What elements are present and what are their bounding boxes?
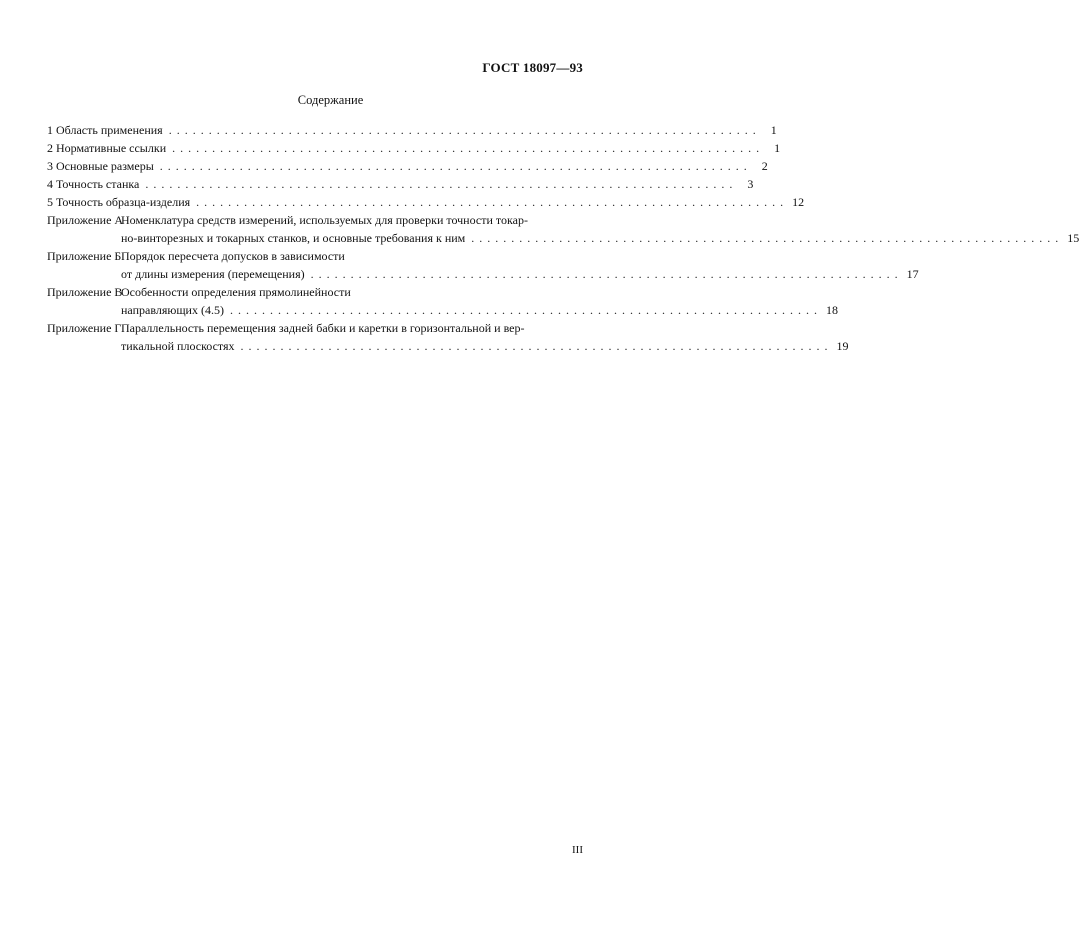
toc-entry-label: 5 Точность образца-изделия (47, 195, 191, 209)
table-of-contents (47, 121, 1079, 355)
appendix-title-line: от длины измерения (перемещения) (121, 267, 305, 281)
dot-leader (160, 157, 748, 175)
appendix-title-line: Параллельность перемещения задней бабки и каретки в горизонтальной и вер- (121, 321, 525, 335)
toc-appendix-v[interactable] (47, 283, 838, 319)
toc-entry-references[interactable] (47, 139, 781, 157)
dot-leader (471, 229, 1059, 247)
toc-entry-page: 15 (1067, 231, 1079, 245)
toc-entry-page: 2 (761, 159, 768, 173)
toc-entry-sample-accuracy[interactable] (47, 193, 805, 211)
toc-entry-page: 19 (836, 339, 849, 353)
dot-leader (196, 193, 784, 211)
toc-entry-label: 1 Область применения (47, 123, 163, 137)
appendix-title-line: тикальной плоскостях (121, 339, 235, 353)
toc-entry-label: 4 Точность станка (47, 177, 140, 191)
toc-entry-page: 17 (906, 267, 919, 281)
toc-entry-dimensions[interactable] (47, 157, 768, 175)
toc-entry-machine-accuracy[interactable] (47, 175, 754, 193)
dot-leader (169, 121, 757, 139)
toc-entry-page: 18 (825, 303, 838, 317)
appendix-title-line: Номенклатура средств измерений, используемых для проверки точности токар- (121, 213, 528, 227)
dot-leader (172, 139, 760, 157)
dot-leader (230, 301, 818, 319)
toc-title: Содержание (297, 93, 364, 107)
toc-appendix-a[interactable] (47, 211, 1079, 247)
toc-entry-label: 2 Нормативные ссылки (47, 141, 167, 155)
appendix-title-line: Порядок пересчета допусков в зависимости (121, 249, 345, 263)
toc-appendix-b[interactable] (47, 247, 919, 283)
appendix-title-line: направляющих (4.5) (121, 303, 224, 317)
toc-entry-page: 3 (747, 177, 754, 191)
appendix-prefix: Приложение В (47, 285, 123, 299)
appendix-title-line: но-винторезных и токарных станков, и основные требования к ним (121, 231, 466, 245)
toc-entry-page: 1 (770, 123, 777, 137)
toc-appendix-g[interactable] (47, 319, 849, 355)
appendix-prefix: Приложение Б (47, 249, 122, 263)
appendix-prefix: Приложение А (47, 213, 124, 227)
toc-entry-page: 1 (774, 141, 781, 155)
toc-entry-page: 12 (792, 195, 805, 209)
toc-entry-scope[interactable] (47, 121, 777, 139)
dot-leader (241, 337, 829, 355)
appendix-prefix: Приложение Г (47, 321, 122, 335)
dot-leader (145, 175, 733, 193)
page-number: III (572, 844, 583, 856)
dot-leader (311, 265, 899, 283)
document-header: ГОСТ 18097—93 (482, 60, 583, 75)
toc-entry-label: 3 Основные размеры (47, 159, 154, 173)
appendix-title-line: Особенности определения прямолинейности (121, 285, 351, 299)
